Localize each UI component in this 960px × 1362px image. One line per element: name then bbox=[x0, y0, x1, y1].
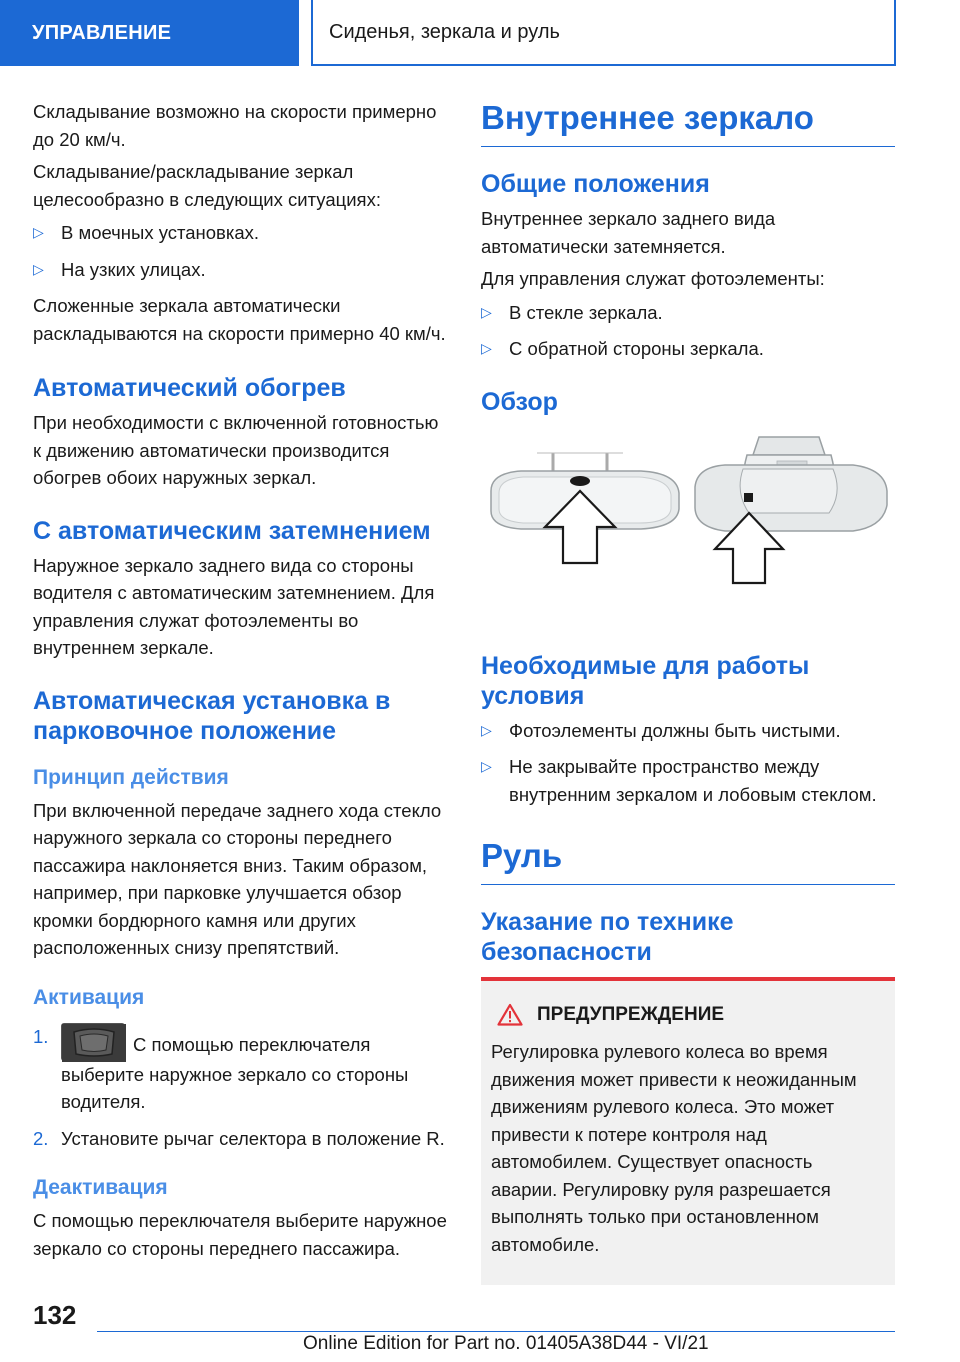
heading-general: Общие положения bbox=[481, 170, 710, 198]
paragraph-general: Внутреннее зеркало заднего вида автоматически затемняется. bbox=[481, 208, 776, 257]
list-item: ▷ Фотоэлементы должны быть чистыми. bbox=[481, 717, 895, 745]
heading-inner-mirror: Внутреннее зеркало bbox=[481, 98, 895, 147]
warning-text: Регулировка рулевого колеса во время движения может привести к неожиданным движениям рулевого колеса. Это может привести к потере контроля над автомобилем. Существует опасность аварии. Регулировку руля разрешается выполнять только при остановленном автомобиле. bbox=[491, 1041, 857, 1255]
warning-title bbox=[497, 1003, 881, 1026]
heading-principle: Принцип действия bbox=[33, 765, 229, 789]
paragraph-deactivation: С помощью переключателя выберите наружное зеркало со стороны переднего пассажира. bbox=[33, 1210, 447, 1259]
numbered-list-activation bbox=[33, 1023, 448, 1153]
footer-edition: Online Edition for Part no. 01405A38D44 - VI/21 bbox=[303, 1333, 709, 1354]
left-column bbox=[33, 98, 448, 1267]
list-item: ▷ В моечных установках. bbox=[33, 219, 448, 247]
footer-divider bbox=[97, 1331, 895, 1332]
mirror-overview-illustration bbox=[481, 431, 895, 621]
heading-conditions: Необходимые для работы условия bbox=[481, 651, 810, 710]
bullet-list-conditions bbox=[481, 717, 895, 809]
list-item: ▷ В стекле зеркала. bbox=[481, 299, 895, 327]
list-item: ▷ На узких улицах. bbox=[33, 256, 448, 284]
heading-safety: Указание по технике безопасности bbox=[481, 908, 734, 966]
warning-triangle-icon bbox=[497, 1003, 523, 1026]
list-item bbox=[33, 1023, 448, 1116]
heading-steering-wheel: Руль bbox=[481, 836, 895, 885]
step-text: С помощью переключателя выберите наружное зеркало со стороны водителя. bbox=[61, 1033, 409, 1112]
step-text: Установите рычаг селектора в положение R. bbox=[61, 1127, 445, 1149]
bullet-list-sensors bbox=[481, 299, 895, 363]
section-tab: УПРАВЛЕНИЕ bbox=[0, 0, 299, 66]
step-number: 2. bbox=[33, 1127, 49, 1149]
page-number: 132 bbox=[33, 1300, 77, 1330]
paragraph-principle: При включенной передаче заднего хода стекло наружного зеркала со стороны переднего пассажира наклоняется вниз. Таким образом, например, при парковке улучшается обзор кромки бордюрного камня или других расположенных снизу препятствий. bbox=[33, 799, 442, 958]
paragraph-dimming: Наружное зеркало заднего вида со стороны водителя с автоматическим затемнением. Для управления служат фотоэлементы во внутреннем зеркале. bbox=[33, 554, 435, 658]
step-number: 1. bbox=[33, 1025, 49, 1047]
list-item: ▷ Не закрывайте пространство между внутренним зеркалом и лобовым стеклом. bbox=[481, 753, 895, 808]
mirror-illustration-svg bbox=[481, 431, 895, 621]
paragraph-control: Для управления служат фотоэлементы: bbox=[481, 268, 825, 289]
paragraph-folding-situations: Складывание/раскладывание зеркал целесообразно в следующих ситуациях: bbox=[33, 161, 381, 210]
right-column bbox=[481, 98, 895, 1285]
paragraph-heating: При необходимости с включенной готовностью к движению автоматически производится обогрев обоих наружных зеркал. bbox=[33, 412, 439, 488]
paragraph-unfolding-speed: Сложенные зеркала автоматически раскладываются на скорости примерно 40 км/ч. bbox=[33, 295, 446, 344]
heading-activation: Активация bbox=[33, 985, 145, 1009]
chapter-title: Сиденья, зеркала и руль bbox=[311, 0, 896, 66]
heading-deactivation: Деактивация bbox=[33, 1176, 168, 1199]
bullet-list-situations bbox=[33, 219, 448, 283]
heading-auto-dimming: С автоматическим затемнением bbox=[33, 516, 431, 545]
heading-auto-heating: Автоматический обогрев bbox=[33, 374, 346, 402]
mirror-switch-icon bbox=[61, 1023, 125, 1061]
heading-parking-position: Автоматическая установка в парковочное положение bbox=[33, 686, 391, 745]
heading-overview: Обзор bbox=[481, 387, 558, 416]
list-item bbox=[33, 1125, 448, 1153]
paragraph-folding-speed: Складывание возможно на скорости примерно до 20 км/ч. bbox=[33, 101, 437, 150]
warning-label: ПРЕДУПРЕЖДЕНИЕ bbox=[537, 1003, 725, 1025]
warning-box bbox=[481, 977, 895, 1285]
list-item: ▷ С обратной стороны зеркала. bbox=[481, 335, 895, 363]
